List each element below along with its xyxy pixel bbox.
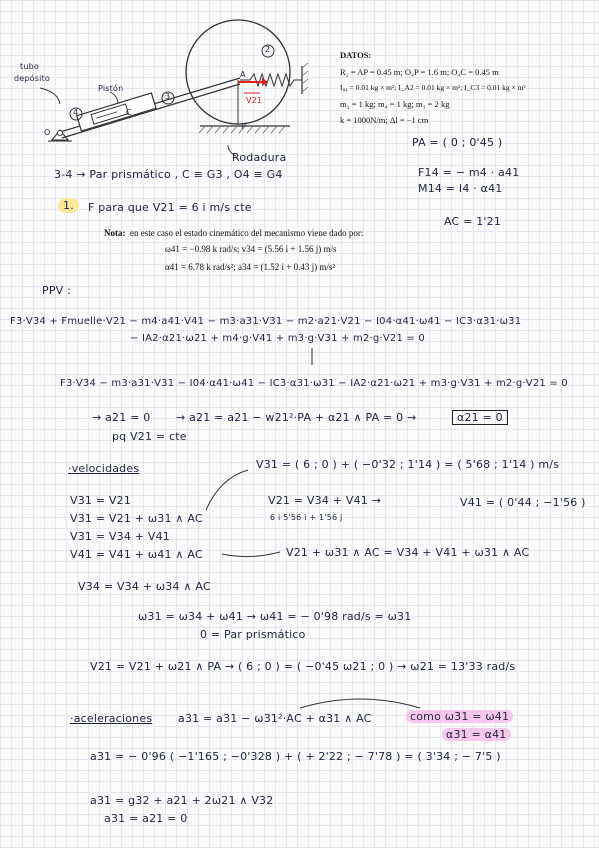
w31-par-prismatico: 0 = Par prismático	[200, 628, 306, 641]
a21-expression: → a21 = a21 − w21²·PA + α21 ∧ PA = 0 →	[176, 411, 417, 424]
como-note-1: como ω31 = ω41	[406, 710, 513, 723]
vel-mid-1: V21 = V34 + V41 →	[268, 494, 382, 507]
vel-line-2: V31 = V21 + ω31 ∧ AC	[70, 512, 203, 525]
ppv-heading: PPV :	[42, 284, 71, 297]
datos-title: DATOS:	[340, 50, 372, 60]
label-point-c: C	[126, 108, 132, 117]
ppv-eq-3: F3·V34 − m3·a31·V31 − I04·α41·ω41 − IC3·α31·ω31 − IA2·α21·ω21 + m3·g·V31 + m2·g·V21 = 0	[60, 378, 568, 389]
acc-equation-4: a31 = a21 = 0	[104, 812, 188, 825]
v41-result: V41 = ( 0'44 ; −1'56 )	[460, 496, 586, 509]
label-point-a: A	[240, 70, 246, 79]
acc-equation-2: a31 = − 0'96 ( −1'165 ; −0'328 ) + ( + 2'22 ; − 7'78 ) = ( 3'34 ; − 7'5 )	[90, 750, 501, 763]
pa-vector: PA = ( 0 ; 0'45 )	[412, 136, 503, 149]
datos-line-1: R₂ = AP = 0.45 m; O₄P = 1.6 m; O₄C = 0.45 m	[340, 67, 499, 77]
label-v21: V21	[246, 96, 263, 105]
mechanism-diagram	[0, 0, 340, 170]
v21-equation: V21 = V21 + ω21 ∧ PA → ( 6 ; 0 ) = ( −0'45 ω21 ; 0 ) → ω21 = 13'33 rad/s	[90, 660, 516, 673]
nota-eq-1: ω41 = −0.98 k rad/s; v34 = (5.56 i + 1.56 j) m/s	[165, 244, 337, 254]
step-1-number: 1.	[58, 198, 79, 213]
acc-equation-3: a31 = g32 + a21 + 2ω21 ∧ V32	[90, 794, 274, 807]
v34c-equation: V34 = V34 + ω34 ∧ AC	[78, 580, 211, 593]
datos-line-3: m₂ = 1 kg; m₄ = 1 kg; m₃ = 2 kg	[340, 99, 450, 109]
datos-line-4: k = 1000N/m; Δl = −1 cm	[340, 115, 429, 125]
v31-result: V31 = ( 6 ; 0 ) + ( −0'32 ; 1'14 ) = ( 5'68 ; 1'14 ) m/s	[256, 458, 560, 471]
label-link-2: 2	[265, 45, 271, 54]
nota-text: en este caso el estado cinemático del mecanismo viene dado por:	[130, 228, 364, 238]
vel-line-3: V31 = V34 + V41	[70, 530, 170, 543]
vel-big-equation: V21 + ω31 ∧ AC = V34 + V41 + ω31 ∧ AC	[286, 546, 530, 559]
label-tubo: tubo	[20, 62, 39, 71]
step-1-text: F para que V21 = 6 i m/s cte	[88, 201, 252, 214]
pq-note: pq V21 = cte	[112, 430, 187, 443]
datos-line-2: I₀₄ = 0.01 kg × m²; I_A2 = 0.01 kg × m²; I_C3 = 0.01 kg × m²	[340, 83, 526, 92]
alpha21-box: α21 = 0	[452, 410, 508, 425]
w31-equation: ω31 = ω34 + ω41 → ω41 = − 0'98 rad/s = ω31	[138, 610, 412, 623]
vel-line-4: V41 = V41 + ω41 ∧ AC	[70, 548, 203, 561]
label-piston: Pistón	[98, 84, 124, 93]
label-link-3: 3	[165, 92, 171, 101]
acc-equation-1: a31 = a31 − ω31²·AC + α31 ∧ AC	[178, 712, 372, 725]
m14-eq: M14 = I4 · α41	[418, 182, 503, 195]
nota-label: Nota:	[104, 228, 126, 238]
ppv-eq-1: F3·V34 + Fmuelle·V21 − m4·a41·V41 − m3·a31·V31 − m2·a21·V21 − I04·α41·ω41 − IC3·α31·ω31	[10, 316, 522, 327]
label-link-4: 4	[73, 108, 79, 117]
label-deposito: depósito	[14, 74, 50, 83]
vel-mid-2: 6 i 5'56 i + 1'56 j	[270, 513, 343, 522]
ppv-eq-2: − IA2·α21·ω21 + m4·g·V41 + m3·g·V31 + m2·g·V21 = 0	[130, 333, 425, 344]
a21-zero: → a21 = 0	[92, 411, 151, 424]
label-point-o: O	[44, 128, 51, 137]
ac-length: AC = 1'21	[444, 215, 502, 228]
label-point-p: P	[241, 122, 247, 131]
label-rodadura: Rodadura	[232, 151, 287, 164]
pares-note: 3-4 → Par prismático , C ≡ G3 , O4 ≡ G4	[54, 168, 283, 181]
spring	[240, 74, 302, 86]
aceleraciones-heading: ·aceleraciones	[70, 712, 153, 725]
f14-eq: F14 = − m4 · a41	[418, 166, 520, 179]
como-note-2: α31 = α41	[442, 728, 511, 741]
nota-eq-2: α41 = 6.78 k rad/s²; a34 = (1.52 i + 0.43 j) m/s²	[165, 262, 336, 272]
vel-line-1: V31 = V21	[70, 494, 132, 507]
velocidades-heading: ·velocidades	[68, 462, 140, 475]
